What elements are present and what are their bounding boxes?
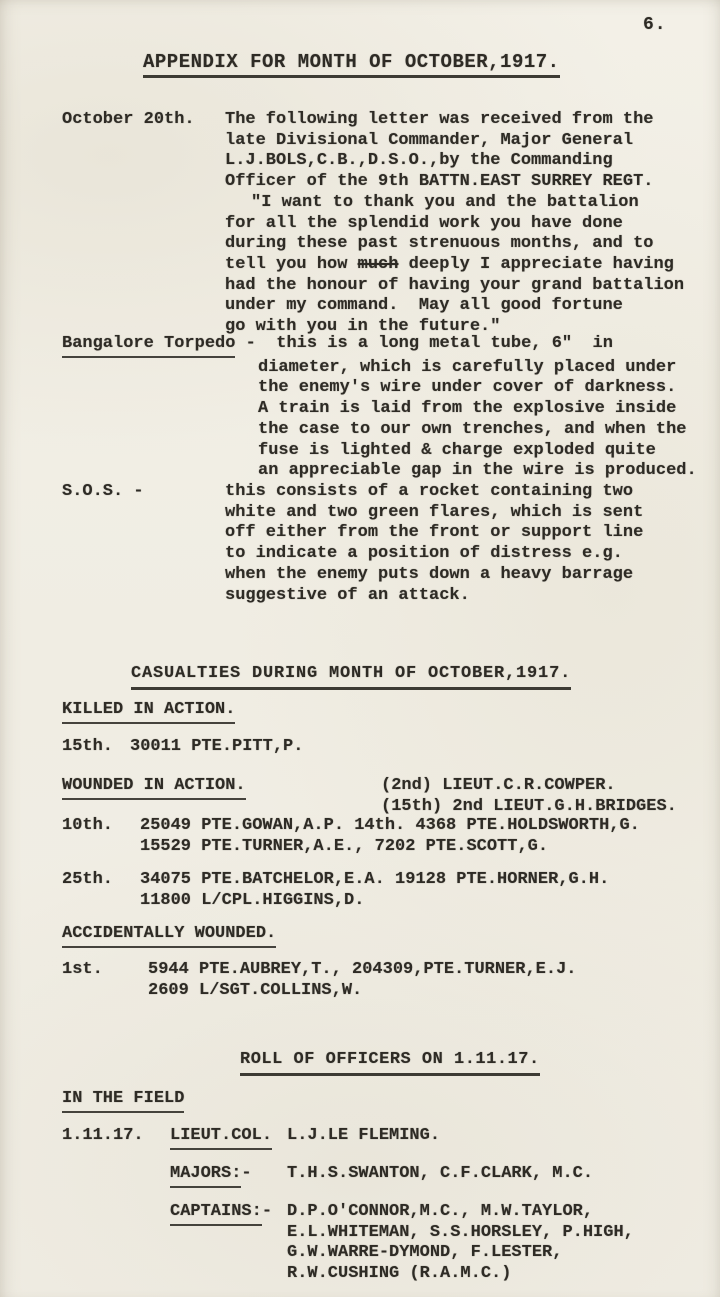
- bangalore-definition-text: this is a long metal tube, 6" in: [276, 334, 613, 353]
- letter-line: for all the splendid work you have done: [225, 213, 623, 233]
- definition-line: white and two green flares, which is sent: [225, 502, 644, 522]
- casualty-names: 2609 L/SGT.COLLINS,W.: [148, 980, 363, 1000]
- bangalore-term-label: Bangalore Torpedo: [62, 334, 235, 358]
- officer-names-line: G.W.WARRE-DYMOND, F.LESTER,: [287, 1243, 563, 1263]
- officer-rank-suffix: -: [261, 1202, 273, 1221]
- in-the-field-heading: IN THE FIELD: [62, 1089, 184, 1113]
- sos-term-label: S.O.S. -: [62, 482, 144, 501]
- strikethrough-word: much: [357, 254, 399, 274]
- killed-in-action-heading: KILLED IN ACTION.: [62, 700, 235, 724]
- letter-body: [225, 110, 695, 338]
- casualty-date: 25th.: [62, 870, 114, 889]
- wounded-in-action-heading: WOUNDED IN ACTION.: [62, 776, 246, 800]
- letter-line: Officer of the 9th BATTN.EAST SURREY REGT.: [225, 172, 654, 192]
- letter-line: had the honour of having your grand battalion: [225, 275, 685, 295]
- officer-rank-suffix: -: [241, 1164, 252, 1183]
- officer-rank-label: LIEUT.COL.: [170, 1126, 272, 1150]
- letter-line: under my command. May all good fortune: [225, 296, 623, 316]
- roll-date: 1.11.17.: [62, 1126, 144, 1145]
- strike-pre-text: tell you how: [225, 254, 358, 274]
- bangalore-torpedo-entry: [62, 334, 702, 482]
- letter-line: L.J.BOLS,C.B.,D.S.O.,by the Commanding: [225, 151, 613, 171]
- officer-rank-label: CAPTAINS:: [170, 1202, 262, 1226]
- letter-line: "I want to thank you and the battalion: [251, 192, 639, 212]
- definition-line: suggestive of an attack.: [225, 585, 470, 605]
- casualty-date: 15th.: [62, 737, 114, 756]
- page-number: 6.: [643, 15, 667, 35]
- letter-line: The following letter was received from the: [225, 110, 654, 129]
- definition-line: off either from the front or support line: [225, 523, 644, 543]
- roll-of-officers-heading: ROLL OF OFFICERS ON 1.11.17.: [240, 1050, 540, 1076]
- definition-line: when the enemy puts down a heavy barrage: [225, 564, 634, 584]
- letter-line-with-strikeout: [225, 255, 695, 276]
- accidentally-wounded-heading: ACCIDENTALLY WOUNDED.: [62, 924, 276, 948]
- officer-names-line: D.P.O'CONNOR,M.C., M.W.TAYLOR,: [287, 1202, 594, 1221]
- definition-line: an appreciable gap in the wire is produced.: [258, 461, 697, 481]
- wounded-officer-line: (15th) 2nd LIEUT.G.H.BRIDGES.: [381, 797, 677, 816]
- officer-names-line: T.H.S.SWANTON, C.F.CLARK, M.C.: [287, 1164, 594, 1183]
- definition-line: this consists of a rocket containing two: [225, 482, 634, 501]
- casualty-date: 10th.: [62, 816, 114, 835]
- sos-definition-body: [225, 482, 695, 606]
- strike-post-text: deeply I appreciate having: [398, 254, 674, 274]
- officer-names-line: R.W.CUSHING (R.A.M.C.): [287, 1264, 512, 1284]
- definition-line: A train is laid from the explosive inside: [258, 399, 677, 419]
- definition-line: to indicate a position of distress e.g.: [225, 544, 623, 564]
- officer-rank-label: MAJORS:: [170, 1164, 241, 1188]
- wounded-officer-line: (2nd) LIEUT.C.R.COWPER.: [381, 776, 616, 795]
- sos-entry: [62, 482, 702, 606]
- officer-names-line: L.J.LE FLEMING.: [287, 1126, 441, 1145]
- casualty-names: 34075 PTE.BATCHELOR,E.A. 19128 PTE.HORNER,G.H.: [140, 870, 610, 889]
- appendix-title: APPENDIX FOR MONTH OF OCTOBER,1917.: [143, 52, 560, 78]
- letter-line: during these past strenuous months, and to: [225, 234, 654, 254]
- definition-line: the case to our own trenches, and when the: [258, 419, 687, 439]
- letter-entry: [62, 110, 702, 338]
- bangalore-definition-body: [258, 358, 708, 482]
- bangalore-first-line: [62, 334, 702, 358]
- letter-line: late Divisional Commander, Major General: [225, 130, 634, 150]
- casualty-names: 15529 PTE.TURNER,A.E., 7202 PTE.SCOTT,G.: [140, 836, 549, 856]
- definition-line: the enemy's wire under cover of darkness.: [258, 378, 677, 398]
- letter-line: go with you in the future.": [225, 317, 501, 337]
- letter-date-label: October 20th.: [62, 110, 195, 129]
- casualties-heading: CASUALTIES DURING MONTH OF OCTOBER,1917.: [131, 664, 571, 690]
- casualty-names: 11800 L/CPL.HIGGINS,D.: [140, 890, 365, 910]
- definition-line: diameter, which is carefully placed under: [258, 357, 677, 377]
- casualty-names: 30011 PTE.PITT,P.: [130, 737, 304, 756]
- casualty-names: 25049 PTE.GOWAN,A.P. 14th. 4368 PTE.HOLDSWORTH,G.: [140, 816, 640, 835]
- definition-line: fuse is lighted & charge exploded quite: [258, 440, 656, 460]
- casualty-names: 5944 PTE.AUBREY,T., 204309,PTE.TURNER,E.J.: [148, 960, 577, 979]
- officer-names-line: E.L.WHITEMAN, S.S.HORSLEY, P.HIGH,: [287, 1222, 634, 1242]
- bangalore-separator: -: [235, 334, 277, 353]
- casualty-date: 1st.: [62, 960, 103, 979]
